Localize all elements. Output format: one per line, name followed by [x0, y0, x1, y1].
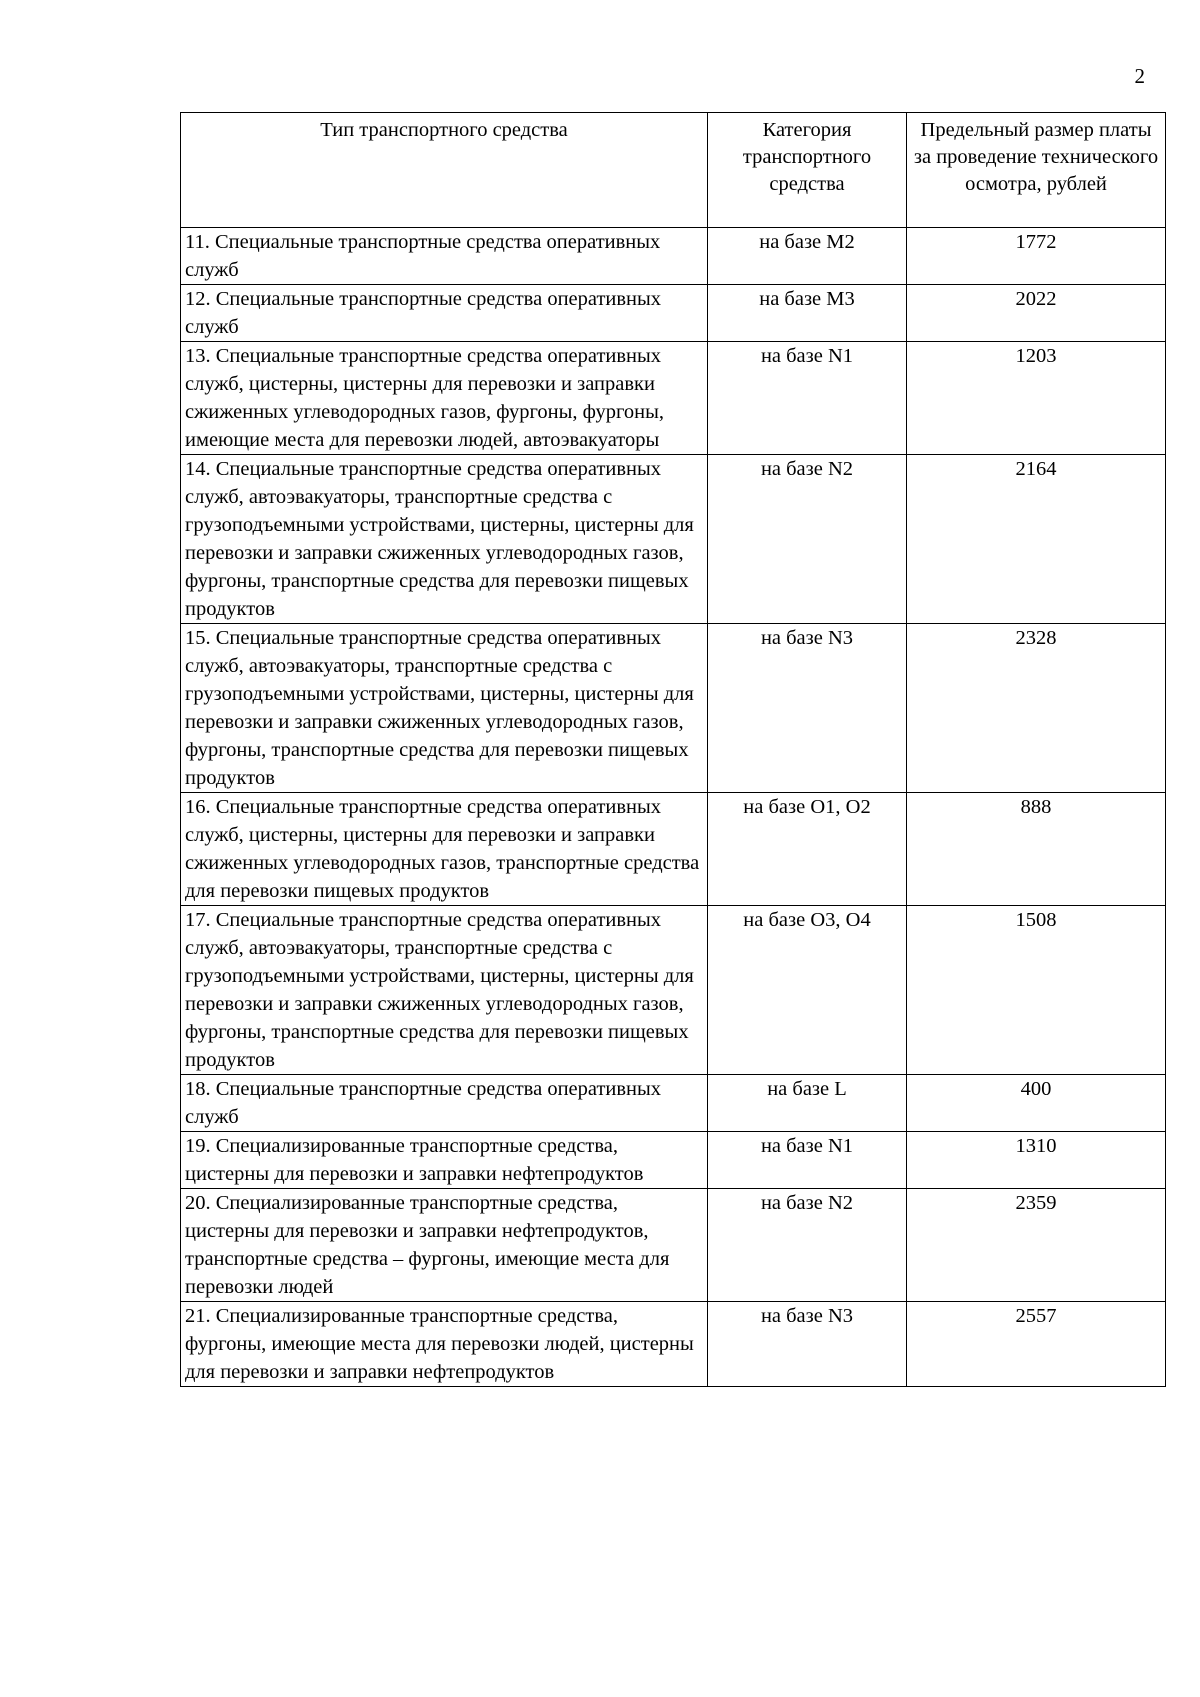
vehicle-category-cell: на базе N1 [708, 1132, 907, 1189]
vehicle-category-cell: на базе M3 [708, 285, 907, 342]
fee-cell: 1203 [907, 342, 1166, 455]
vehicle-type-cell: 15. Специальные транспортные средства оперативных служб, автоэвакуаторы, транспортные средства с грузоподъемными устройствами, цистерны, цистерны для перевозки и заправки сжиженных углеводородных газов, фургоны, транспортные средства для перевозки пищевых продуктов [181, 624, 708, 793]
table-row [181, 906, 1166, 1075]
fee-cell: 888 [907, 793, 1166, 906]
fee-cell: 1508 [907, 906, 1166, 1075]
vehicle-category-cell: на базе N3 [708, 1302, 907, 1387]
table-row [181, 342, 1166, 455]
vehicle-category-cell: на базе N2 [708, 455, 907, 624]
table-row [181, 793, 1166, 906]
vehicle-category-cell: на базе O1, O2 [708, 793, 907, 906]
table-row [181, 1132, 1166, 1189]
vehicle-category-cell: на базе L [708, 1075, 907, 1132]
table-row [181, 285, 1166, 342]
vehicle-category-cell: на базе N1 [708, 342, 907, 455]
table-header-row [181, 113, 1166, 228]
vehicle-type-cell: 17. Специальные транспортные средства оперативных служб, автоэвакуаторы, транспортные средства с грузоподъемными устройствами, цистерны, цистерны для перевозки и заправки сжиженных углеводородных газов, фургоны, транспортные средства для перевозки пищевых продуктов [181, 906, 708, 1075]
fee-cell: 1772 [907, 228, 1166, 285]
table-row [181, 1075, 1166, 1132]
vehicle-category-cell: на базе N3 [708, 624, 907, 793]
page-number: 2 [1134, 64, 1145, 88]
vehicle-type-cell: 18. Специальные транспортные средства оперативных служб [181, 1075, 708, 1132]
vehicle-type-cell: 11. Специальные транспортные средства оперативных служб [181, 228, 708, 285]
table-row [181, 228, 1166, 285]
fee-cell: 1310 [907, 1132, 1166, 1189]
vehicle-type-cell: 14. Специальные транспортные средства оперативных служб, автоэвакуаторы, транспортные средства с грузоподъемными устройствами, цистерны, цистерны для перевозки и заправки сжиженных углеводородных газов, фургоны, транспортные средства для перевозки пищевых продуктов [181, 455, 708, 624]
fee-cell: 400 [907, 1075, 1166, 1132]
vehicle-type-cell: 13. Специальные транспортные средства оперативных служб, цистерны, цистерны для перевозки и заправки сжиженных углеводородных газов, фургоны, фургоны, имеющие места для перевозки людей, автоэвакуаторы [181, 342, 708, 455]
vehicle-type-cell: 16. Специальные транспортные средства оперативных служб, цистерны, цистерны для перевозки и заправки сжиженных углеводородных газов, транспортные средства для перевозки пищевых продуктов [181, 793, 708, 906]
table-row [181, 455, 1166, 624]
fee-cell: 2328 [907, 624, 1166, 793]
header-vehicle-type: Тип транспортного средства [181, 113, 708, 228]
table-row [181, 1302, 1166, 1387]
fee-cell: 2164 [907, 455, 1166, 624]
fee-cell: 2359 [907, 1189, 1166, 1302]
vehicle-category-cell: на базе O3, O4 [708, 906, 907, 1075]
fee-cell: 2557 [907, 1302, 1166, 1387]
inspection-fee-table [180, 112, 1166, 1387]
vehicle-type-cell: 19. Специализированные транспортные средства, цистерны для перевозки и заправки нефтепродуктов [181, 1132, 708, 1189]
table-row [181, 1189, 1166, 1302]
vehicle-category-cell: на базе M2 [708, 228, 907, 285]
header-max-fee: Предельный размер платы за проведение технического осмотра, рублей [907, 113, 1166, 228]
vehicle-type-cell: 20. Специализированные транспортные средства, цистерны для перевозки и заправки нефтепродуктов, транспортные средства – фургоны, имеющие места для перевозки людей [181, 1189, 708, 1302]
table-row [181, 624, 1166, 793]
vehicle-type-cell: 21. Специализированные транспортные средства, фургоны, имеющие места для перевозки людей, цистерны для перевозки и заправки нефтепродуктов [181, 1302, 708, 1387]
fee-cell: 2022 [907, 285, 1166, 342]
vehicle-category-cell: на базе N2 [708, 1189, 907, 1302]
vehicle-type-cell: 12. Специальные транспортные средства оперативных служб [181, 285, 708, 342]
header-vehicle-category: Категория транспортного средства [708, 113, 907, 228]
